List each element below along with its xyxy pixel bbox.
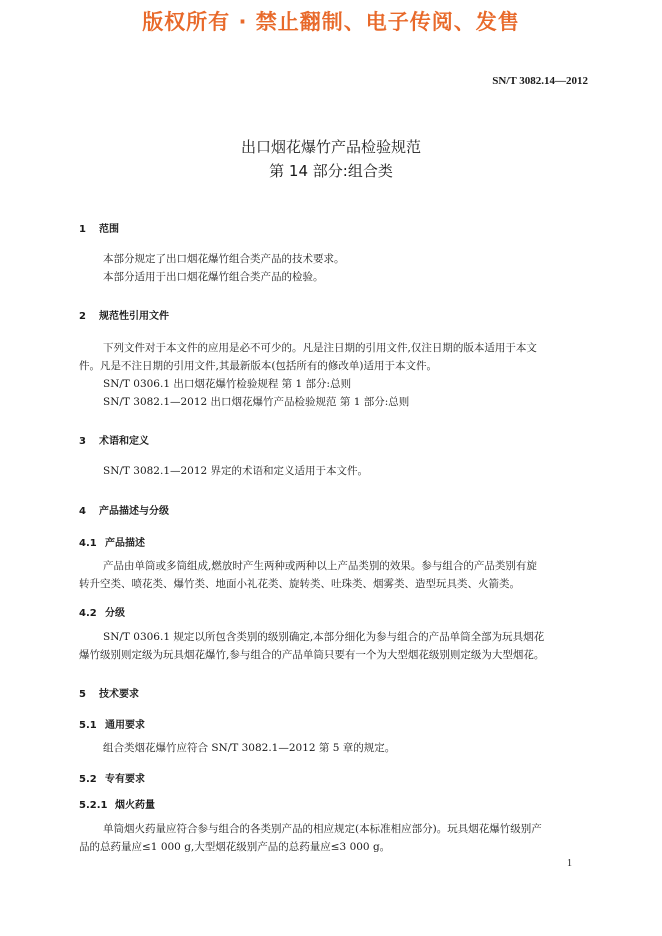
document-subtitle: 第 14 部分:组合类 <box>269 162 393 180</box>
heading-terms-definitions <box>79 432 149 447</box>
text-line: 产品由单筒或多筒组成,燃放时产生两种或两种以上产品类别的效果。参与组合的产品类别有旋 <box>103 560 537 572</box>
heading-technical-requirements <box>79 685 139 700</box>
section-title: 产品描述 <box>105 538 145 549</box>
section-title: 技术要求 <box>99 689 139 700</box>
section-number: 1 <box>79 224 86 235</box>
reference-item: SN/T 3082.1—2012 出口烟花爆竹产品检验规范 第 1 部分:总则 <box>103 396 410 408</box>
paragraph-terms-definitions <box>79 462 595 480</box>
heading-product-description-grading <box>79 502 169 517</box>
text-line: 爆竹级别则定级为玩具烟花爆竹,参与组合的产品单筒只要有一个为大型烟花级别则定级为大型烟花。 <box>79 649 545 661</box>
copyright-watermark: 版权所有 · 禁止翻制、电子传阅、发售 <box>142 10 520 34</box>
heading-scope <box>79 220 119 235</box>
paragraph-pyrotechnic-composition <box>79 820 595 856</box>
section-title: 分级 <box>105 608 125 619</box>
page-number: 1 <box>567 858 572 869</box>
text-line: 品的总药量应≤1 000 g,大型烟花级别产品的总药量应≤3 000 g。 <box>79 841 391 853</box>
section-title: 范围 <box>99 224 119 235</box>
text-line: 组合类烟花爆竹应符合 SN/T 3082.1—2012 第 5 章的规定。 <box>103 742 396 754</box>
heading-normative-references <box>79 307 169 322</box>
text-line: 本部分适用于出口烟花爆竹组合类产品的检验。 <box>103 271 324 283</box>
paragraph-grading <box>79 628 595 664</box>
paragraph-general-requirements <box>79 739 595 757</box>
section-number: 5.1 <box>79 720 97 731</box>
heading-pyrotechnic-composition <box>79 796 155 811</box>
heading-specific-requirements <box>79 770 145 785</box>
standard-code: SN/T 3082.14—2012 <box>492 75 588 87</box>
section-number: 5.2.1 <box>79 800 108 811</box>
section-title: 通用要求 <box>105 720 145 731</box>
heading-grading <box>79 604 125 619</box>
document-title: 出口烟花爆竹产品检验规范 <box>240 138 421 156</box>
text-line: SN/T 3082.1—2012 界定的术语和定义适用于本文件。 <box>103 465 369 477</box>
section-number: 2 <box>79 311 86 322</box>
text-line: 件。凡是不注日期的引用文件,其最新版本(包括所有的修改单)适用于本文件。 <box>79 360 438 372</box>
section-number: 5.2 <box>79 774 97 785</box>
section-title: 规范性引用文件 <box>99 311 169 322</box>
section-number: 4.1 <box>79 538 97 549</box>
section-number: 3 <box>79 436 86 447</box>
heading-product-description <box>79 534 145 549</box>
paragraph-normative-references <box>79 339 595 411</box>
section-title: 烟火药量 <box>115 800 155 811</box>
paragraph-product-description <box>79 557 595 593</box>
section-title: 产品描述与分级 <box>99 506 169 517</box>
text-line: 本部分规定了出口烟花爆竹组合类产品的技术要求。 <box>103 253 345 265</box>
heading-general-requirements <box>79 716 145 731</box>
text-line: SN/T 0306.1 规定以所包含类别的级别确定,本部分细化为参与组合的产品单筒全部为玩具烟花 <box>103 631 545 643</box>
reference-item: SN/T 0306.1 出口烟花爆竹检验规程 第 1 部分:总则 <box>103 378 352 390</box>
paragraph-scope <box>79 250 595 286</box>
text-line: 单筒烟火药量应符合参与组合的各类别产品的相应规定(本标准相应部分)。玩具烟花爆竹级别产 <box>103 823 542 835</box>
section-number: 4.2 <box>79 608 97 619</box>
section-title: 专有要求 <box>105 774 145 785</box>
section-number: 5 <box>79 689 86 700</box>
text-line: 下列文件对于本文件的应用是必不可少的。凡是注日期的引用文件,仅注日期的版本适用于本文 <box>103 342 537 354</box>
text-line: 转升空类、喷花类、爆竹类、地面小礼花类、旋转类、吐珠类、烟雾类、造型玩具类、火箭类。 <box>79 578 520 590</box>
section-title: 术语和定义 <box>99 436 149 447</box>
section-number: 4 <box>79 506 86 517</box>
